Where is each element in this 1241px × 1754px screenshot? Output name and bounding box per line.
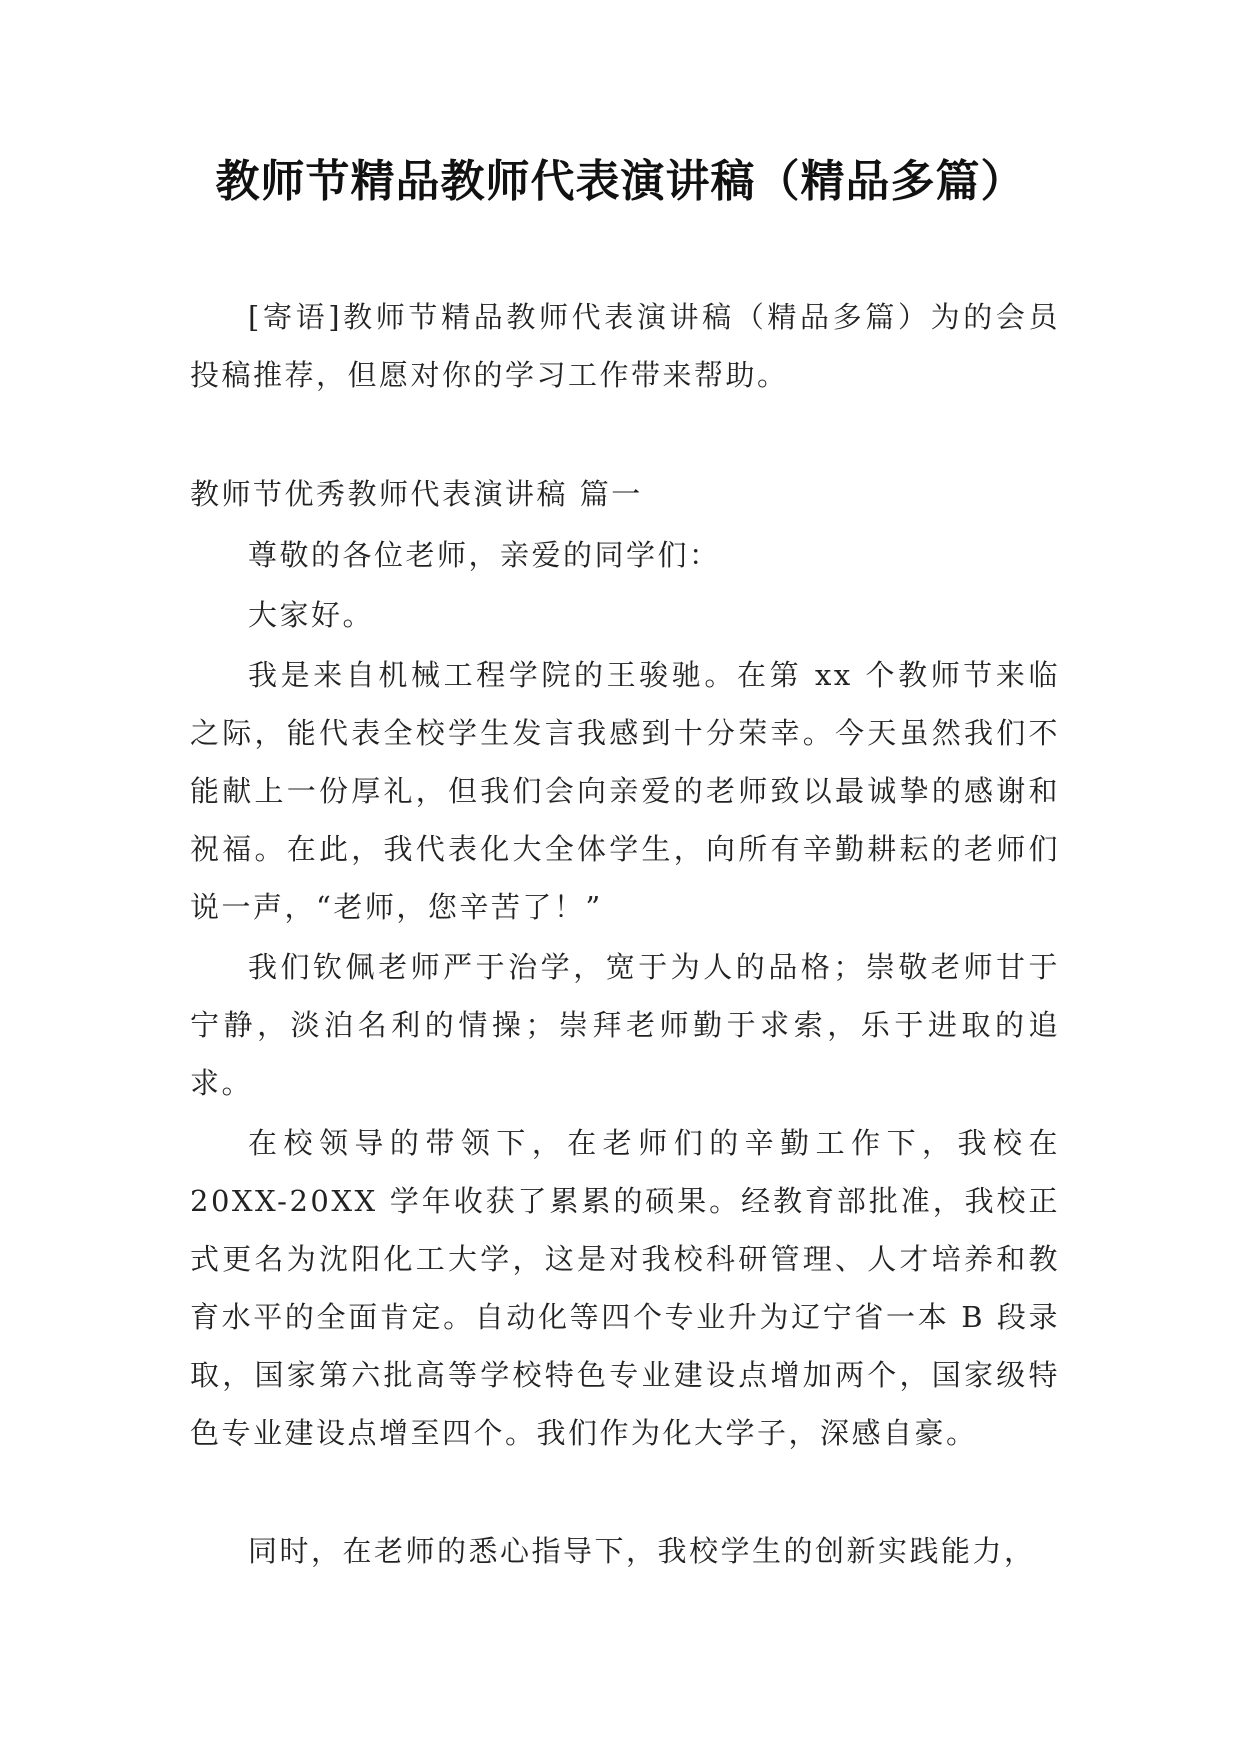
body-paragraph-3: 在校领导的带领下，在老师们的辛勤工作下，我校在 20XX-20XX 学年收获了累累的硕果。经教育部批准，我校正式更名为沈阳化工大学，这是对我校科研管理、人才培养和教育水平的全面肯定。自动化等四个专业升为辽宁省一本 B 段录取，国家第六批高等学校特色专业建设点增加两个，国家级特色专业建设点增至四个。我们作为化大学子，深感自豪。 <box>190 1126 1060 1450</box>
section-heading: 教师节优秀教师代表演讲稿 篇一 <box>190 477 643 511</box>
body-paragraph-4: 同时，在老师的悉心指导下，我校学生的创新实践能力， <box>248 1534 1036 1568</box>
greeting-paragraph: 尊敬的各位老师，亲爱的同学们： <box>248 538 721 572</box>
body-paragraph-1: 我是来自机械工程学院的王骏驰。在第 xx 个教师节来临之际，能代表全校学生发言我感到十分荣幸。今天虽然我们不能献上一份厚礼，但我们会向亲爱的老师致以最诚挚的感谢和祝福。在此，我代表化大全体学生，向所有辛勤耕耘的老师们说一声，“老师，您辛苦了！” <box>190 658 1060 924</box>
body-paragraph-2: 我们钦佩老师严于治学，宽于为人的品格；崇敬老师甘于宁静，淡泊名利的情操；崇拜老师勤于求索，乐于进取的追求。 <box>190 950 1060 1100</box>
document-title: 教师节精品教师代表演讲稿（精品多篇） <box>215 156 1026 207</box>
intro-paragraph: [寄语]教师节精品教师代表演讲稿（精品多篇）为的会员投稿推荐，但愿对你的学习工作带来帮助。 <box>190 300 1060 392</box>
hello-paragraph: 大家好。 <box>248 598 375 632</box>
